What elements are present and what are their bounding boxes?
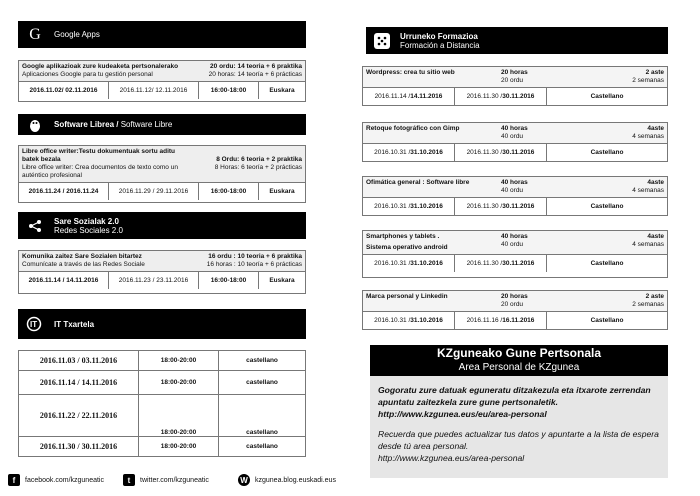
share-icon: [26, 217, 44, 235]
language: Castellano: [590, 203, 624, 210]
course-hours-eu: 8 Ordu: 6 teoria + 2 praktika: [216, 156, 302, 163]
course-hours-eu: 40 ordu: [501, 241, 524, 248]
course-weeks-eu: 4aste: [647, 125, 664, 132]
end-date: 2016.11.16 / 16.11.2016: [455, 312, 547, 329]
sare-title-es: Redes Sociales 2.0: [54, 225, 123, 235]
end-date: 2016.11.30 / 30.11.2016: [455, 88, 547, 105]
language: castellano: [219, 395, 306, 437]
date: 2016.11.14 / 14.11.2016: [19, 371, 139, 395]
start-date: 2016.11.14 / 14.11.2016: [19, 272, 109, 289]
course-hours-es: 40 horas: [501, 179, 528, 186]
kz-personal-area-info: [370, 376, 668, 478]
distance-course-card: [362, 230, 668, 278]
distance-learning-icon: [374, 33, 390, 49]
language: castellano: [219, 371, 306, 395]
kz-link-eu[interactable]: http://www.kzgunea.eus/eu/area-personal: [378, 409, 547, 419]
it-schedule-table: [18, 350, 306, 457]
language: Euskara: [269, 87, 295, 94]
date: 2016.11.30 / 30.11.2016: [19, 437, 139, 457]
schedule: 18:00-20:00: [139, 371, 219, 395]
start-date: 2016.10.31 / 31.10.2016: [363, 144, 455, 161]
kz-text-es: Recuerda que puedes actualizar tus datos y apuntarte a la lista de espera desde tú area personal.: [378, 429, 659, 451]
sare-title-eu: Sare Sozialak 2.0: [54, 216, 119, 226]
course-name-2: Sistema operativo android: [366, 244, 448, 251]
urruneko-title-es: Formación a Distancia: [400, 40, 480, 50]
course-weeks-es: 2 semanas: [632, 301, 664, 308]
kz-text-eu: Gogoratu zure datuak eguneratu ditzakezula eta itxarote zerrendan apuntatu zaitezkela zure gune pertsonaletik.: [378, 385, 651, 407]
course-hours-es: 8 Horas: 6 teoría + 2 prácticas: [214, 164, 302, 171]
course-weeks-eu: 4aste: [647, 179, 664, 186]
kz-link-es[interactable]: http://www.kzgunea.eus/area-personal: [378, 453, 525, 463]
start-date: 2016.10.31 / 31.10.2016: [363, 312, 455, 329]
course-weeks-eu: 4aste: [647, 233, 664, 240]
footer-twitter[interactable]: [123, 474, 209, 486]
course-hours-es: 20 horas: 14 teoría + 6 prácticas: [208, 71, 302, 78]
end-date: 2016.11.12/ 12.11.2016: [109, 82, 199, 99]
sare-sozialak-header: [18, 212, 306, 239]
blog-link[interactable]: kzgunea.blog.euskadi.eus: [255, 476, 336, 484]
end-date: 2016.11.30 / 30.11.2016: [455, 198, 547, 215]
course-hours-es: 40 horas: [501, 233, 528, 240]
schedule: 18:00-20:00: [139, 395, 219, 437]
kz-title: KZguneako Gune Pertsonala: [436, 346, 602, 360]
schedule: 18:00-20:00: [139, 437, 219, 457]
course-name: Ofimática general : Software libre: [366, 179, 470, 186]
software-libre-header: [18, 114, 306, 135]
course-weeks-es: 4 semanas: [632, 187, 664, 194]
course-weeks-es: 4 semanas: [632, 133, 664, 140]
course-title-es: Libre office writer: Crea documentos de texto como un auténtico profesional: [22, 164, 178, 179]
twitter-link[interactable]: twitter.com/kzguneatic: [140, 476, 209, 484]
language: Euskara: [269, 188, 295, 195]
course-title-es: Comunícate a través de las Redes Sociale: [22, 261, 145, 268]
start-date: 2016.10.31 / 31.10.2016: [363, 255, 455, 272]
svg-text:IT: IT: [30, 320, 38, 329]
facebook-icon: f: [8, 474, 20, 486]
course-hours-eu: 20 ordu: 14 teoria + 6 praktika: [210, 63, 302, 70]
it-txartela-title: IT Txartela: [54, 319, 95, 329]
course-title-eu: Libre office writer:Testu dokumentuak sortu aditu batek bezala: [22, 148, 176, 163]
course-weeks-eu: 2 aste: [645, 293, 664, 300]
schedule: 16:00-18:00: [199, 183, 259, 200]
course-title-eu: Google aplikazioak zure kudeaketa pertsonalerako: [22, 63, 179, 70]
course-hours-eu: 40 ordu: [501, 133, 524, 140]
facebook-link[interactable]: facebook.com/kzguneatic: [25, 476, 104, 484]
language: Castellano: [590, 260, 624, 267]
google-course-card: [18, 60, 306, 102]
course-hours-eu: 20 ordu: [501, 301, 524, 308]
course-hours-es: 20 horas: [501, 69, 528, 76]
footer-blog[interactable]: [238, 474, 336, 486]
course-hours-eu: 40 ordu: [501, 187, 524, 194]
course-name: Wordpress: crea tu sitio web: [366, 69, 455, 76]
sare-course-card: [18, 250, 306, 294]
language: Euskara: [269, 277, 295, 284]
course-name: Retoque fotográfico con Gimp: [366, 125, 460, 132]
distance-course-card: [362, 122, 668, 162]
wordpress-icon: W: [238, 474, 250, 486]
date: 2016.11.03 / 03.11.2016: [19, 351, 139, 371]
course-hours-eu: 20 ordu: [501, 77, 524, 84]
libre-course-card: [18, 145, 306, 203]
course-name: Smartphones y tablets .: [366, 233, 440, 240]
table-row: [19, 371, 306, 395]
google-icon: G: [29, 25, 41, 43]
google-apps-header: [18, 21, 306, 48]
end-date: 2016.11.23 / 23.11.2016: [109, 272, 199, 289]
schedule: 18:00-20:00: [139, 351, 219, 371]
google-apps-title: Google Apps: [54, 30, 100, 39]
software-libre-title-eu: Software Librea /: [54, 120, 119, 129]
urruneko-title-eu: Urruneko Formazioa: [400, 31, 478, 41]
course-hours-es: 16 horas : 10 teoría + 6 prácticas: [206, 261, 302, 268]
software-libre-title-es: Software Libre: [118, 120, 173, 129]
language: castellano: [219, 351, 306, 371]
distance-course-card: [362, 290, 668, 330]
urruneko-formazioa-header: [366, 27, 668, 54]
distance-course-card: [362, 66, 668, 106]
language: Castellano: [590, 149, 624, 156]
distance-course-card: [362, 176, 668, 216]
course-hours-eu: 16 ordu : 10 teoria + 6 praktika: [208, 253, 302, 260]
twitter-icon: t: [123, 474, 135, 486]
date: 2016.11.22 / 22.11.2016: [19, 395, 139, 437]
it-txartela-header: [18, 309, 306, 339]
language: Castellano: [590, 93, 624, 100]
course-weeks-eu: 2 aste: [645, 69, 664, 76]
course-weeks-es: 2 semanas: [632, 77, 664, 84]
end-date: 2016.11.30 / 30.11.2016: [455, 144, 547, 161]
start-date: 2016.10.31 / 31.10.2016: [363, 198, 455, 215]
course-hours-es: 40 horas: [501, 125, 528, 132]
table-row: [19, 351, 306, 371]
course-hours-es: 20 horas: [501, 293, 528, 300]
footer-facebook[interactable]: [8, 474, 104, 486]
language: castellano: [219, 437, 306, 457]
table-row: [19, 437, 306, 457]
end-date: 2016.11.29 / 29.11.2016: [109, 183, 199, 200]
end-date: 2016.11.30 / 30.11.2016: [455, 255, 547, 272]
start-date: 2016.11.24 / 2016.11.24: [19, 183, 109, 200]
it-txartela-icon: [26, 315, 44, 333]
schedule: 16:00-18:00: [199, 82, 259, 99]
language: Castellano: [590, 317, 624, 324]
table-row: [19, 395, 306, 437]
course-title-eu: Komunika zaitez Sare Sozialen bitartez: [22, 253, 142, 260]
kz-subtitle: Area Personal de KZgunea: [458, 362, 580, 373]
kz-personal-area-header: [370, 345, 668, 376]
start-date: 2016.11.14 / 14.11.2016: [363, 88, 455, 105]
course-title-es: Aplicaciones Google para tu gestión personal: [22, 71, 153, 78]
start-date: 2016.11.02/ 02.11.2016: [19, 82, 109, 99]
course-name: Marca personal y Linkedin: [366, 293, 448, 300]
schedule: 16:00-18:00: [199, 272, 259, 289]
tux-icon: [26, 116, 44, 134]
course-weeks-es: 4 semanas: [632, 241, 664, 248]
